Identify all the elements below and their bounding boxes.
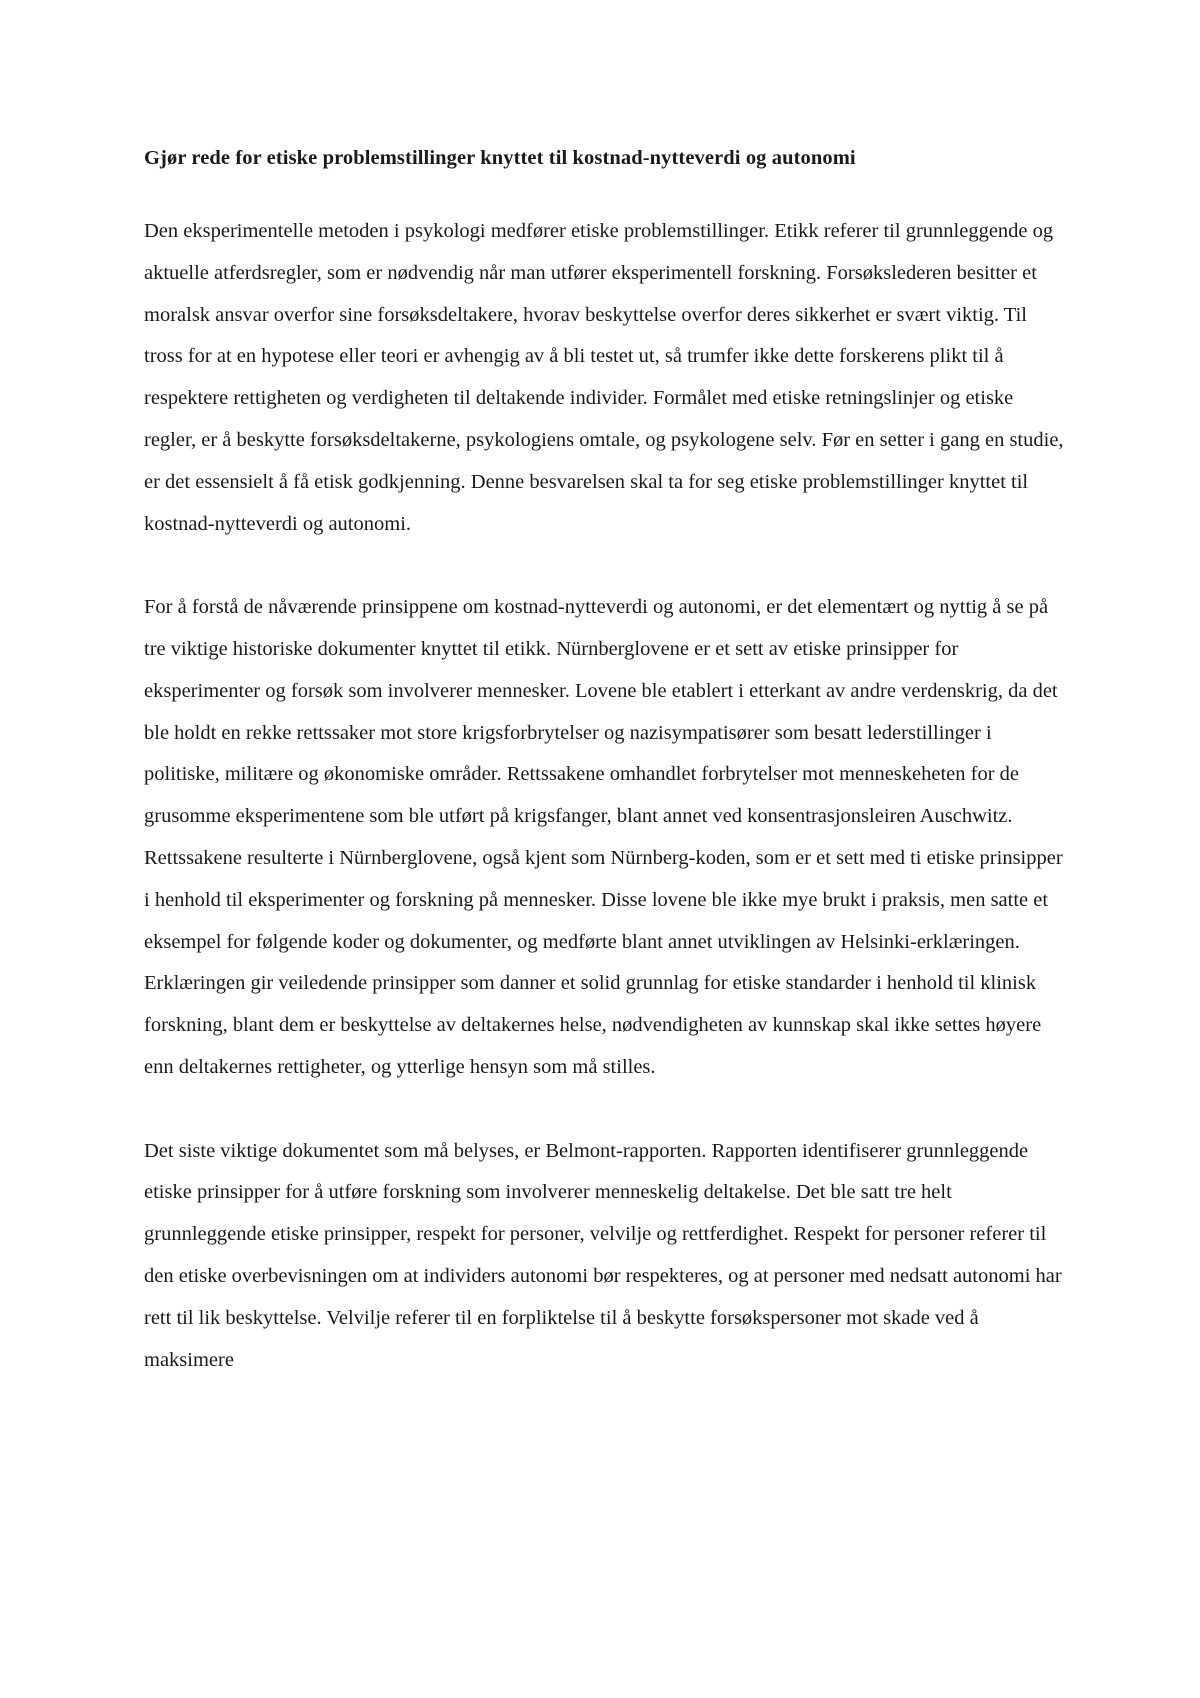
document-title: Gjør rede for etiske problemstillinger knyttet til kostnad-nytteverdi og autonomi <box>144 147 856 169</box>
paragraph-introduction: Den eksperimentelle metoden i psykologi medfører etiske problemstillinger. Etikk referer til grunnleggende og aktuelle atferdsregler, som er nødvendig når man utfører eksperimentell forskning. Forsøkslederen besitter et moralsk ansvar overfor sine forsøksdeltakere, hvorav beskyttelse overfor deres sikkerhet er svært viktig. Til tross for at en hypotese eller teori er avhengig av å bli testet ut, så trumfer ikke dette forskerens plikt til å respektere rettigheten og verdigheten til deltakende individer. Formålet med etiske retningslinjer og etiske regler, er å beskytte forsøksdeltakerne, psykologiens omtale, og psykologene selv. Før en setter i gang en studie, er det essensielt å få etisk godkjenning. Denne besvarelsen skal ta for seg etiske problemstillinger knyttet til kostnad-nytteverdi og autonomi. <box>144 220 1064 535</box>
paragraph-historical-documents: For å forstå de nåværende prinsippene om kostnad-nytteverdi og autonomi, er det elementært og nyttig å se på tre viktige historiske dokumenter knyttet til etikk. Nürnberglovene er et sett av etiske prinsipper for eksperimenter og forsøk som involverer mennesker. Lovene ble etablert i etterkant av andre verdenskrig, da det ble holdt en rekke rettssaker mot store krigsforbrytelser og nazisympatisører som besatt lederstillinger i politiske, militære og økonomiske områder. Rettssakene omhandlet forbrytelser mot menneskeheten for de grusomme eksperimentene som ble utført på krigsfanger, blant annet ved konsentrasjonsleiren Auschwitz. Rettssakene resulterte i Nürnberglovene, også kjent som Nürnberg-koden, som er et sett med ti etiske prinsipper i henhold til eksperimenter og forskning på mennesker. Disse lovene ble ikke mye brukt i praksis, men satte et eksempel for følgende koder og dokumenter, og medførte blant annet utviklingen av Helsinki-erklæringen. Erklæringen gir veiledende prinsipper som danner et solid grunnlag for etiske standarder i henhold til klinisk forskning, blant dem er beskyttelse av deltakernes helse, nødvendigheten av kunnskap skal ikke settes høyere enn deltakernes rettigheter, og ytterlige hensyn som må stilles. <box>144 596 1063 1078</box>
paragraph-belmont-report: Det siste viktige dokumentet som må belyses, er Belmont-rapporten. Rapporten identifiserer grunnleggende etiske prinsipper for å utføre forskning som involverer menneskelig deltakelse. Det ble satt tre helt grunnleggende etiske prinsipper, respekt for personer, velvilje og rettferdighet. Respekt for personer referer til den etiske overbevisningen om at individers autonomi bør respekteres, og at personer med nedsatt autonomi har rett til lik beskyttelse. Velvilje referer til en forpliktelse til å beskytte forsøkspersoner mot skade ved å maksimere <box>144 1139 1062 1371</box>
document-body <box>144 145 1064 1381</box>
